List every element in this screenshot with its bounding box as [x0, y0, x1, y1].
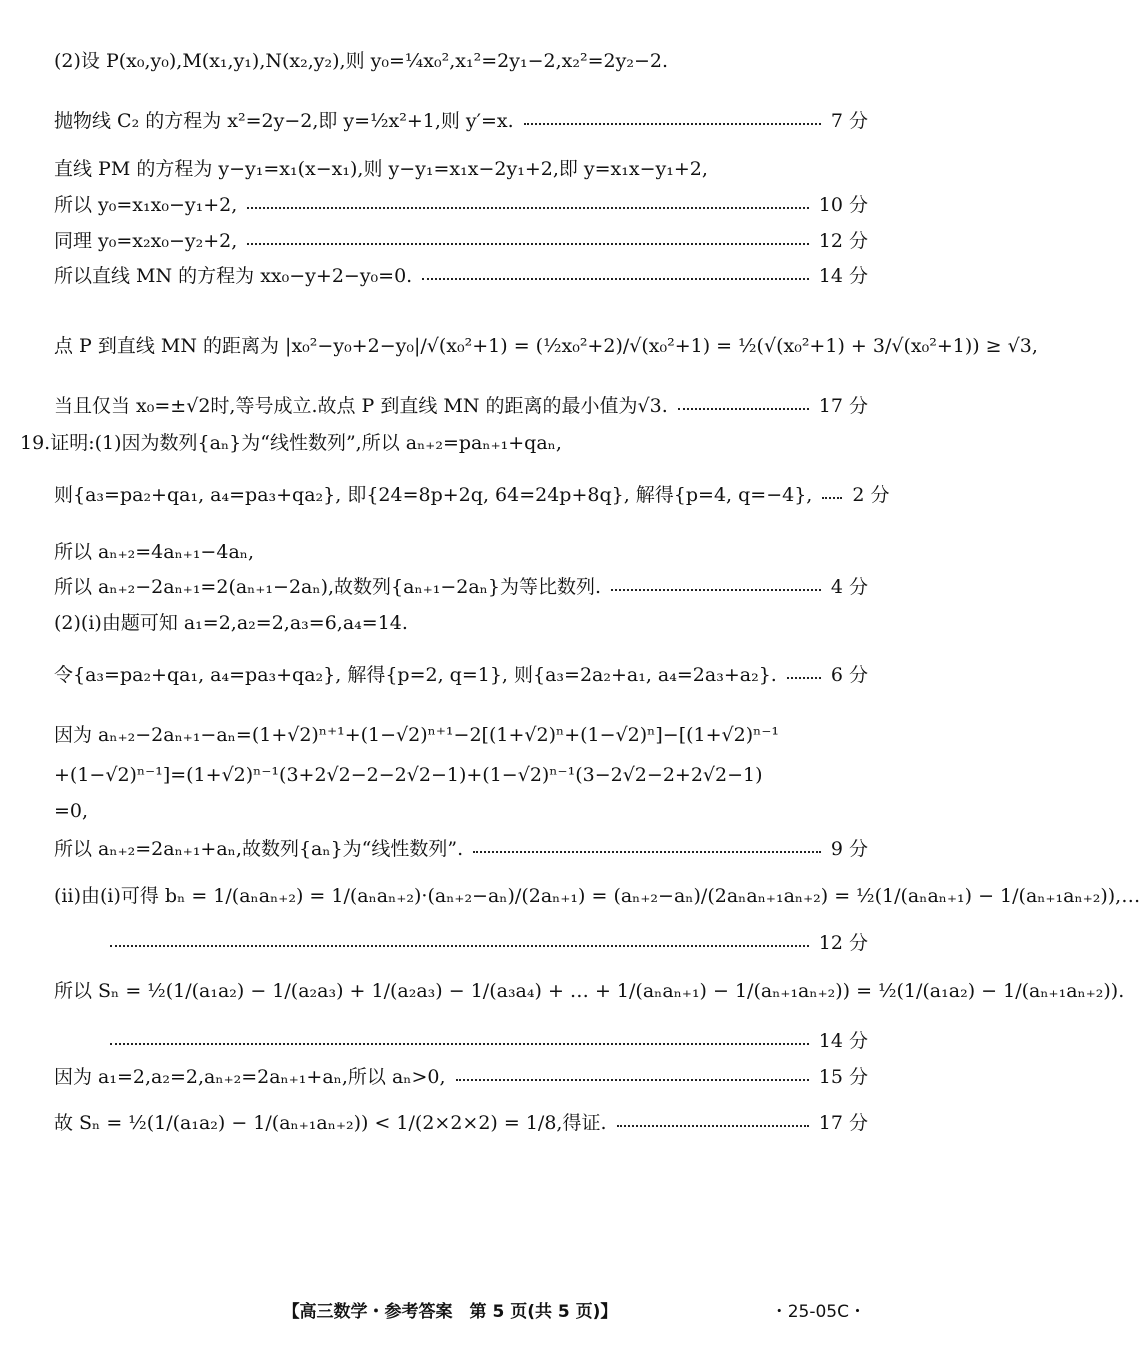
solution-line-6	[54, 265, 868, 288]
score-mark: 14 分	[818, 265, 868, 287]
dot-leader	[822, 497, 842, 499]
solution-line-2	[54, 110, 868, 133]
line-text: 则{a₃=pa₂+qa₁, a₄=pa₃+qa₂}, 即{24=8p+2q, 64=24p+8q}, 解得{p=4, q=−4},	[54, 484, 813, 506]
solution-line-7	[54, 335, 1038, 358]
score-mark: 12 分	[818, 932, 868, 954]
solution-line-8	[54, 395, 868, 418]
solution-line-1	[54, 50, 868, 73]
solution-line-10	[54, 484, 890, 507]
score-mark: 6 分	[830, 664, 868, 686]
score-mark: 15 分	[818, 1066, 868, 1088]
dot-leader	[110, 945, 809, 947]
solution-line-21	[54, 980, 1125, 1003]
solution-line-17	[54, 800, 868, 823]
line-text: +(1−√2)ⁿ⁻¹]=(1+√2)ⁿ⁻¹(3+2√2−2−2√2−1)+(1−√2)ⁿ⁻¹(3−2√2−2+2√2−1)	[54, 764, 763, 786]
dot-leader	[456, 1079, 809, 1081]
line-text: =0,	[54, 800, 89, 822]
line-text: (2)(ⅰ)由题可知 a₁=2,a₂=2,a₃=6,a₄=14.	[54, 612, 408, 634]
line-text: 所以 aₙ₊₂=2aₙ₊₁+aₙ,故数列{aₙ}为“线性数列”.	[54, 838, 464, 860]
solution-line-4	[54, 194, 868, 217]
line-text: (ⅱ)由(ⅰ)可得 bₙ = 1/(aₙaₙ₊₂) = 1/(aₙaₙ₊₂)·(aₙ₊₂−aₙ)/(2aₙ₊₁) = (aₙ₊₂−aₙ)/(2aₙaₙ₊₁aₙ₊₂) = ½(1/(aₙaₙ₊₁) − 1/(aₙ₊₁aₙ₊₂)),…	[54, 885, 1140, 907]
solution-line-20	[100, 932, 868, 955]
solution-line-22	[100, 1030, 868, 1053]
solution-line-23	[54, 1066, 868, 1089]
score-mark: 9 分	[830, 838, 868, 860]
dot-leader	[611, 589, 821, 591]
solution-line-19	[54, 885, 1140, 908]
dot-leader	[473, 851, 821, 853]
score-mark: 17 分	[818, 395, 868, 417]
line-text: 所以 aₙ₊₂=4aₙ₊₁−4aₙ,	[54, 541, 255, 563]
solution-line-3	[54, 158, 868, 181]
score-mark: 12 分	[818, 230, 868, 252]
line-text: 因为 a₁=2,a₂=2,aₙ₊₂=2aₙ₊₁+aₙ,所以 aₙ>0,	[54, 1066, 446, 1088]
solution-line-5	[54, 230, 868, 253]
dot-leader	[422, 278, 809, 280]
score-mark: 4 分	[830, 576, 868, 598]
dot-leader	[247, 243, 808, 245]
solution-line-11	[54, 541, 868, 564]
solution-line-13	[54, 612, 868, 635]
line-text: 同理 y₀=x₂x₀−y₂+2,	[54, 230, 238, 252]
dot-leader	[524, 123, 821, 125]
solution-line-16	[54, 764, 868, 787]
dot-leader	[110, 1043, 809, 1045]
dot-leader	[617, 1125, 809, 1127]
line-text: 19.证明:(1)因为数列{aₙ}为“线性数列”,所以 aₙ₊₂=paₙ₊₁+qaₙ,	[20, 432, 562, 454]
line-text: 所以 y₀=x₁x₀−y₁+2,	[54, 194, 238, 216]
dot-leader	[247, 207, 808, 209]
solution-line-24	[54, 1112, 868, 1135]
line-text: (2)设 P(x₀,y₀),M(x₁,y₁),N(x₂,y₂),则 y₀=¼x₀²,x₁²=2y₁−2,x₂²=2y₂−2.	[54, 50, 669, 72]
footer-code: ・25-05C・	[770, 1302, 866, 1322]
problem-19-start	[20, 432, 868, 455]
score-mark: 17 分	[818, 1112, 868, 1134]
footer-title: 【高三数学・参考答案 第 5 页(共 5 页)】	[282, 1302, 618, 1322]
line-text: 当且仅当 x₀=±√2时,等号成立.故点 P 到直线 MN 的距离的最小值为√3.	[54, 395, 668, 417]
line-text: 直线 PM 的方程为 y−y₁=x₁(x−x₁),则 y−y₁=x₁x−2y₁+2,即 y=x₁x−y₁+2,	[54, 158, 708, 180]
score-mark: 2 分	[852, 484, 890, 506]
line-text: 所以 aₙ₊₂−2aₙ₊₁=2(aₙ₊₁−2aₙ),故数列{aₙ₊₁−2aₙ}为等比数列.	[54, 576, 602, 598]
line-text: 故 Sₙ = ½(1/(a₁a₂) − 1/(aₙ₊₁aₙ₊₂)) < 1/(2×2×2) = 1/8,得证.	[54, 1112, 607, 1134]
dot-leader	[678, 408, 809, 410]
solution-line-15	[54, 724, 868, 747]
line-text: 令{a₃=pa₂+qa₁, a₄=pa₃+qa₂}, 解得{p=2, q=1}, 则{a₃=2a₂+a₁, a₄=2a₃+a₂}.	[54, 664, 777, 686]
dot-leader	[787, 677, 821, 679]
solution-line-12	[54, 576, 868, 599]
score-mark: 10 分	[818, 194, 868, 216]
solution-line-14	[54, 664, 868, 687]
line-text: 点 P 到直线 MN 的距离为 |x₀²−y₀+2−y₀|/√(x₀²+1) = (½x₀²+2)/√(x₀²+1) = ½(√(x₀²+1) + 3/√(x₀²+1)) ≥ √3,	[54, 335, 1038, 357]
solution-line-18	[54, 838, 868, 861]
line-text: 所以直线 MN 的方程为 xx₀−y+2−y₀=0.	[54, 265, 413, 287]
line-text: 抛物线 C₂ 的方程为 x²=2y−2,即 y=½x²+1,则 y′=x.	[54, 110, 514, 132]
score-mark: 7 分	[830, 110, 868, 132]
score-mark: 14 分	[818, 1030, 868, 1052]
line-text: 所以 Sₙ = ½(1/(a₁a₂) − 1/(a₂a₃) + 1/(a₂a₃) − 1/(a₃a₄) + … + 1/(aₙaₙ₊₁) − 1/(aₙ₊₁aₙ₊₂)) = ½(1/(a₁a₂) − 1/(aₙ₊₁aₙ₊₂)).	[54, 980, 1125, 1002]
line-text: 因为 aₙ₊₂−2aₙ₊₁−aₙ=(1+√2)ⁿ⁺¹+(1−√2)ⁿ⁺¹−2[(1+√2)ⁿ+(1−√2)ⁿ]−[(1+√2)ⁿ⁻¹	[54, 724, 780, 746]
